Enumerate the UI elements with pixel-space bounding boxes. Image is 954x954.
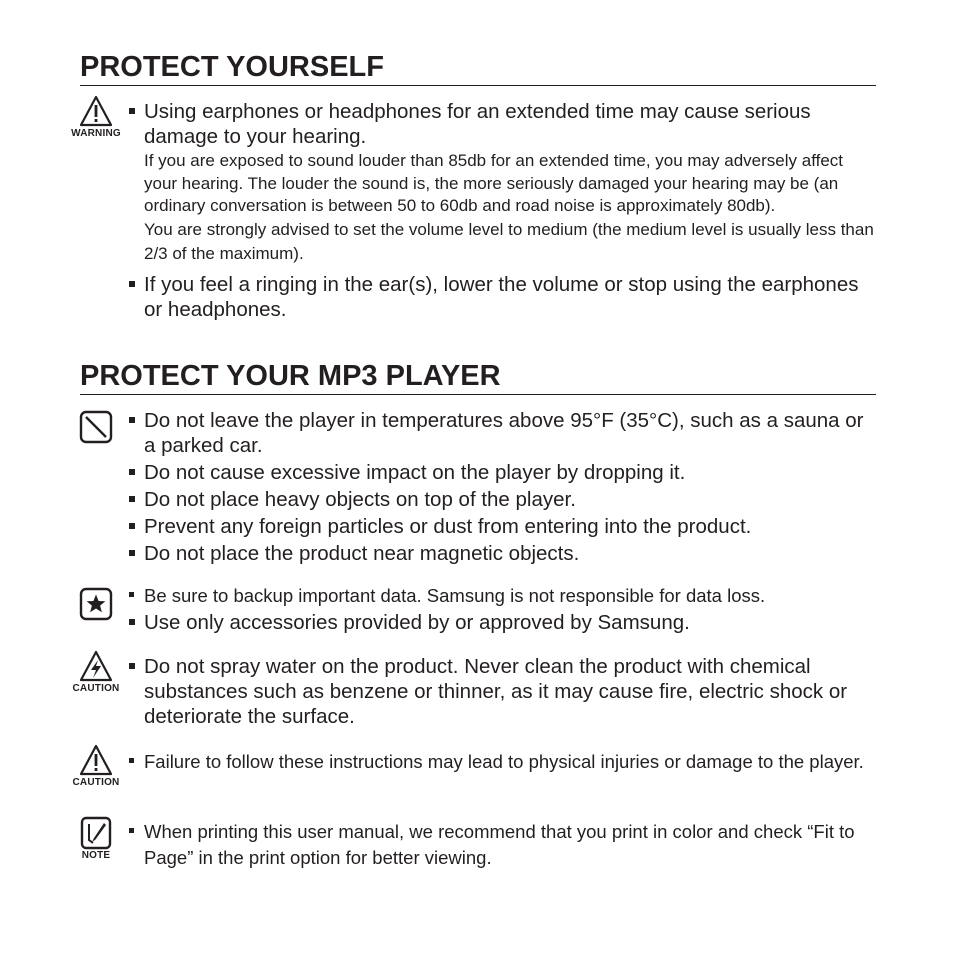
item-detail: You are strongly advised to set the volume level to medium (the medium level is usually less than 2/3 of the maximum). [144, 219, 874, 263]
note-icon-group [68, 816, 124, 862]
caution-electric-icon-group [68, 650, 124, 695]
prohibit-icon [79, 410, 113, 444]
caution-icon-group [68, 744, 124, 789]
item-text: damage to your hearing. [144, 125, 367, 148]
list-item [128, 99, 880, 266]
list-item: Do not place the product near magnetic objects. [128, 541, 880, 566]
player-care-list [128, 408, 880, 566]
water-caution-list [128, 654, 880, 729]
list-item: Do not spray water on the product. Never clean the product with chemical substances such as benzene or thinner, as it may cause fire, electric shock or deteriorate the surface. [128, 654, 880, 729]
list-item: If you feel a ringing in the ear(s), lower the volume or stop using the earphones or headphones. [128, 272, 880, 322]
list-item: When printing this user manual, we recommend that you print in color and check “Fit to Page” in the print option for better viewing. [128, 819, 880, 870]
note-pencil-icon [80, 816, 112, 850]
section-title-protect-player: PROTECT YOUR MP3 PLAYER [80, 359, 876, 395]
prohibit-icon-group [68, 410, 124, 444]
list-item: Failure to follow these instructions may lead to physical injuries or damage to the player. [128, 749, 880, 775]
data-backup-list [128, 583, 880, 635]
list-item: Do not leave the player in temperatures above 95°F (35°C), such as a sauna or a parked car. [128, 408, 880, 458]
injury-caution-list [128, 749, 880, 775]
note-label: NOTE [81, 850, 111, 861]
warning-label: WARNING [71, 128, 121, 139]
list-item: Do not place heavy objects on top of the player. [128, 487, 880, 512]
protect-yourself-list [128, 99, 880, 322]
electric-shock-icon [79, 650, 113, 682]
item-detail: If you are exposed to sound louder than 85db for an extended time, you may adversely affect your hearing. The louder the sound is, the more seriously damaged your hearing may be (an ordinary conversation is between 50 to 60db and road noise is approximately 80db). [144, 151, 844, 215]
list-item: Prevent any foreign particles or dust from entering into the product. [128, 514, 880, 539]
caution-label: CAUTION [72, 683, 120, 694]
list-item: Be sure to backup important data. Samsung is not responsible for data loss. [128, 583, 880, 609]
print-note-list [128, 819, 880, 870]
warning-icon-group [68, 95, 124, 140]
caution-triangle-icon [79, 744, 113, 776]
section-title-protect-yourself: PROTECT YOURSELF [80, 50, 876, 86]
important-icon-group [68, 587, 124, 621]
star-icon [79, 587, 113, 621]
warning-triangle-icon [79, 95, 113, 127]
item-text: Using earphones or headphones for an extended time may cause serious [144, 100, 811, 123]
list-item: Use only accessories provided by or approved by Samsung. [128, 610, 880, 635]
list-item: Do not cause excessive impact on the player by dropping it. [128, 460, 880, 485]
caution-label: CAUTION [72, 777, 120, 788]
